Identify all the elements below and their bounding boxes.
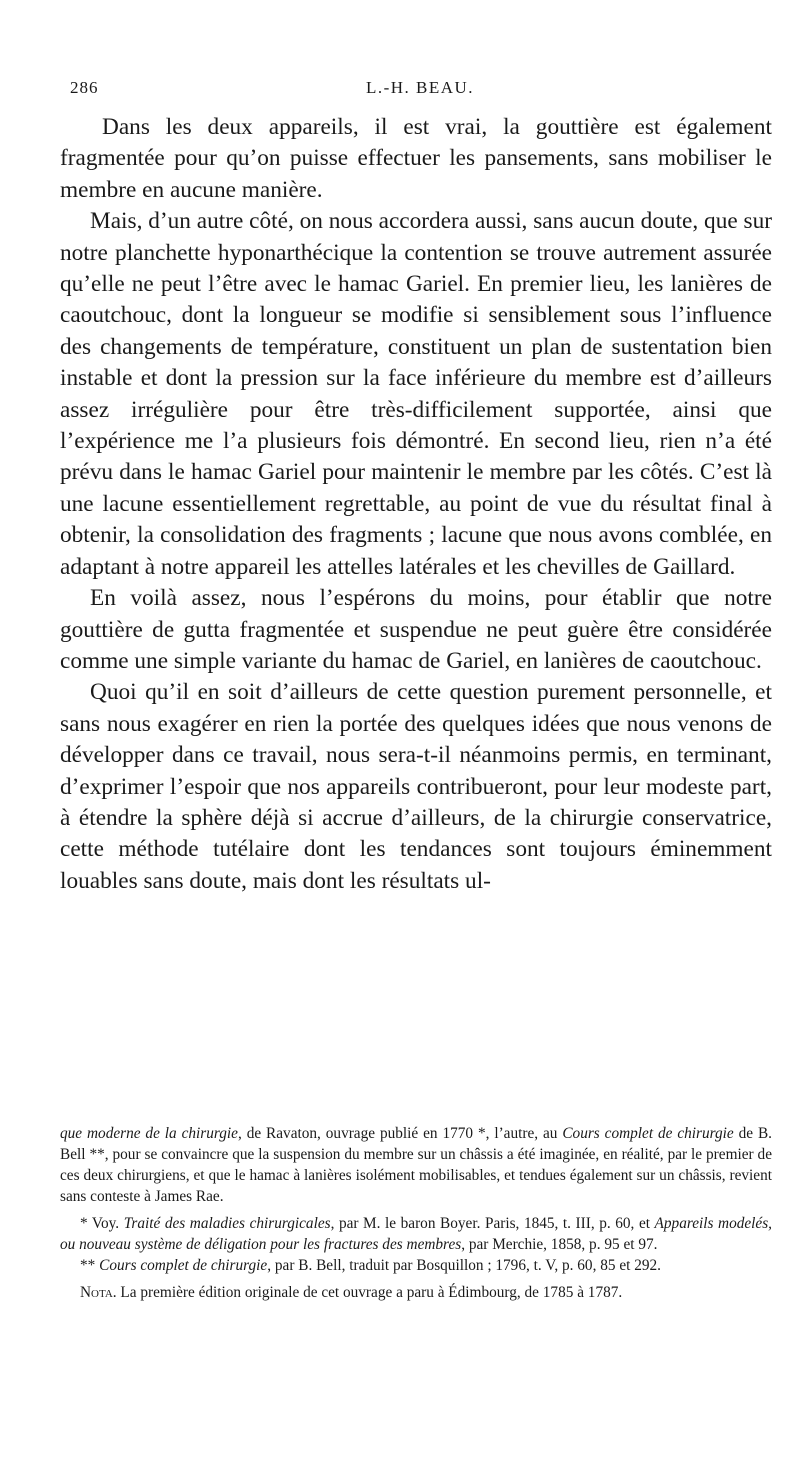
footnote-marker: ** bbox=[80, 1257, 100, 1274]
paragraph-4: Quoi qu’il en soit d’ailleurs de cette question purement personnelle, et sans nous exagérer en rien la portée des quelques idées que nous venons de développer dans ce travail, nous sera-t-il néanmoins permis, en terminant, d’exprimer l’espoir que nos appareils contribueront, pour leur modeste part, à étendre la sphère déjà si accrue d’ailleurs, de la chirurgie conservatrice, cette méthode tutélaire dont les tendances sont toujours éminemment louables sans doute, mais dont les résultats ul- bbox=[60, 679, 772, 894]
footnote-title: Traité des maladies chirurgicales bbox=[123, 1215, 331, 1232]
footnote-2 bbox=[60, 1255, 772, 1276]
footnote-text: , par M. le baron Boyer. Paris, 1845, t. III, p. 60, et bbox=[330, 1215, 655, 1232]
footnote-text: , par B. Bell, traduit par Bosquillon ; 1796, t. V, p. 60, 85 et 292. bbox=[267, 1257, 661, 1274]
nota-note bbox=[60, 1282, 772, 1303]
page-number: 286 bbox=[70, 78, 99, 97]
footnote-text: , par Merchie, 1858, p. 95 et 97. bbox=[461, 1236, 658, 1253]
footnote-continuation bbox=[60, 1123, 772, 1207]
footnote-marker: * Voy. bbox=[80, 1215, 124, 1232]
footnote-1 bbox=[60, 1213, 772, 1255]
footnotes bbox=[60, 1123, 772, 1303]
paragraph-1: Dans les deux appareils, il est vrai, la gouttière est également fragmentée pour qu’on puisse effectuer les pansements, sans mobiliser le membre en aucune manière. bbox=[60, 114, 772, 203]
paragraph-3: En voilà assez, nous l’espérons du moins, pour établir que notre gouttière de gutta fragmentée et suspendue ne peut guère être considérée comme une simple variante du hamac de Gariel, en lanières de caoutchouc. bbox=[60, 585, 772, 674]
nota-text: La première édition originale de cet ouvrage a paru à Édimbourg, de 1785 à 1787. bbox=[116, 1284, 623, 1301]
footnote-title: Appareils modelés, ou nouveau système de déligation pour les fractures des membres bbox=[60, 1215, 772, 1253]
page-header bbox=[70, 78, 770, 102]
footnote-text: de B. Bell **, pour se convaincre que la suspension du membre sur un châssis a été imaginée, en réalité, par le premier de ces deux chirurgiens, et que le hamac à lanières isolément mobilisables, et tendues également sur un châssis, revient sans conteste à James Rae. bbox=[60, 1125, 773, 1205]
footnote-text: , de Ravaton, ouvrage publié en 1770 *, l’autre, au bbox=[237, 1125, 563, 1142]
paragraph-2: Mais, d’un autre côté, on nous accordera aussi, sans aucun doute, que sur notre planchette hyponarthécique la contention se trouve autrement assurée qu’elle ne peut l’être avec le hamac Gariel. En premier lieu, les lanières de caoutchouc, dont la longueur se modifie si sensiblement sous l’influence des changements de température, constituent un plan de sustentation bien instable et dont la pression sur la face inférieure du membre est d’ailleurs assez irrégulière pour être très-difficilement supportée, ainsi que l’expérience me l’a plusieurs fois démontré. En second lieu, rien n’a été prévu dans le hamac Gariel pour maintenir le membre par les côtés. C’est là une lacune essentiellement regrettable, au point de vue du résultat final à obtenir, la consolidation des fragments ; lacune que nous avons comblée, en adaptant à notre appareil les attelles latérales et les chevilles de Gaillard. bbox=[60, 208, 772, 580]
nota-label: Nota. bbox=[80, 1284, 117, 1301]
footnote-title: Cours complet de chirurgie bbox=[99, 1257, 268, 1274]
footnote-title: que moderne de la chirurgie bbox=[60, 1125, 238, 1142]
footnote-title: Cours complet de chirurgie bbox=[562, 1125, 734, 1142]
running-head: L.-H. BEAU. bbox=[365, 78, 475, 97]
main-text bbox=[60, 112, 772, 897]
